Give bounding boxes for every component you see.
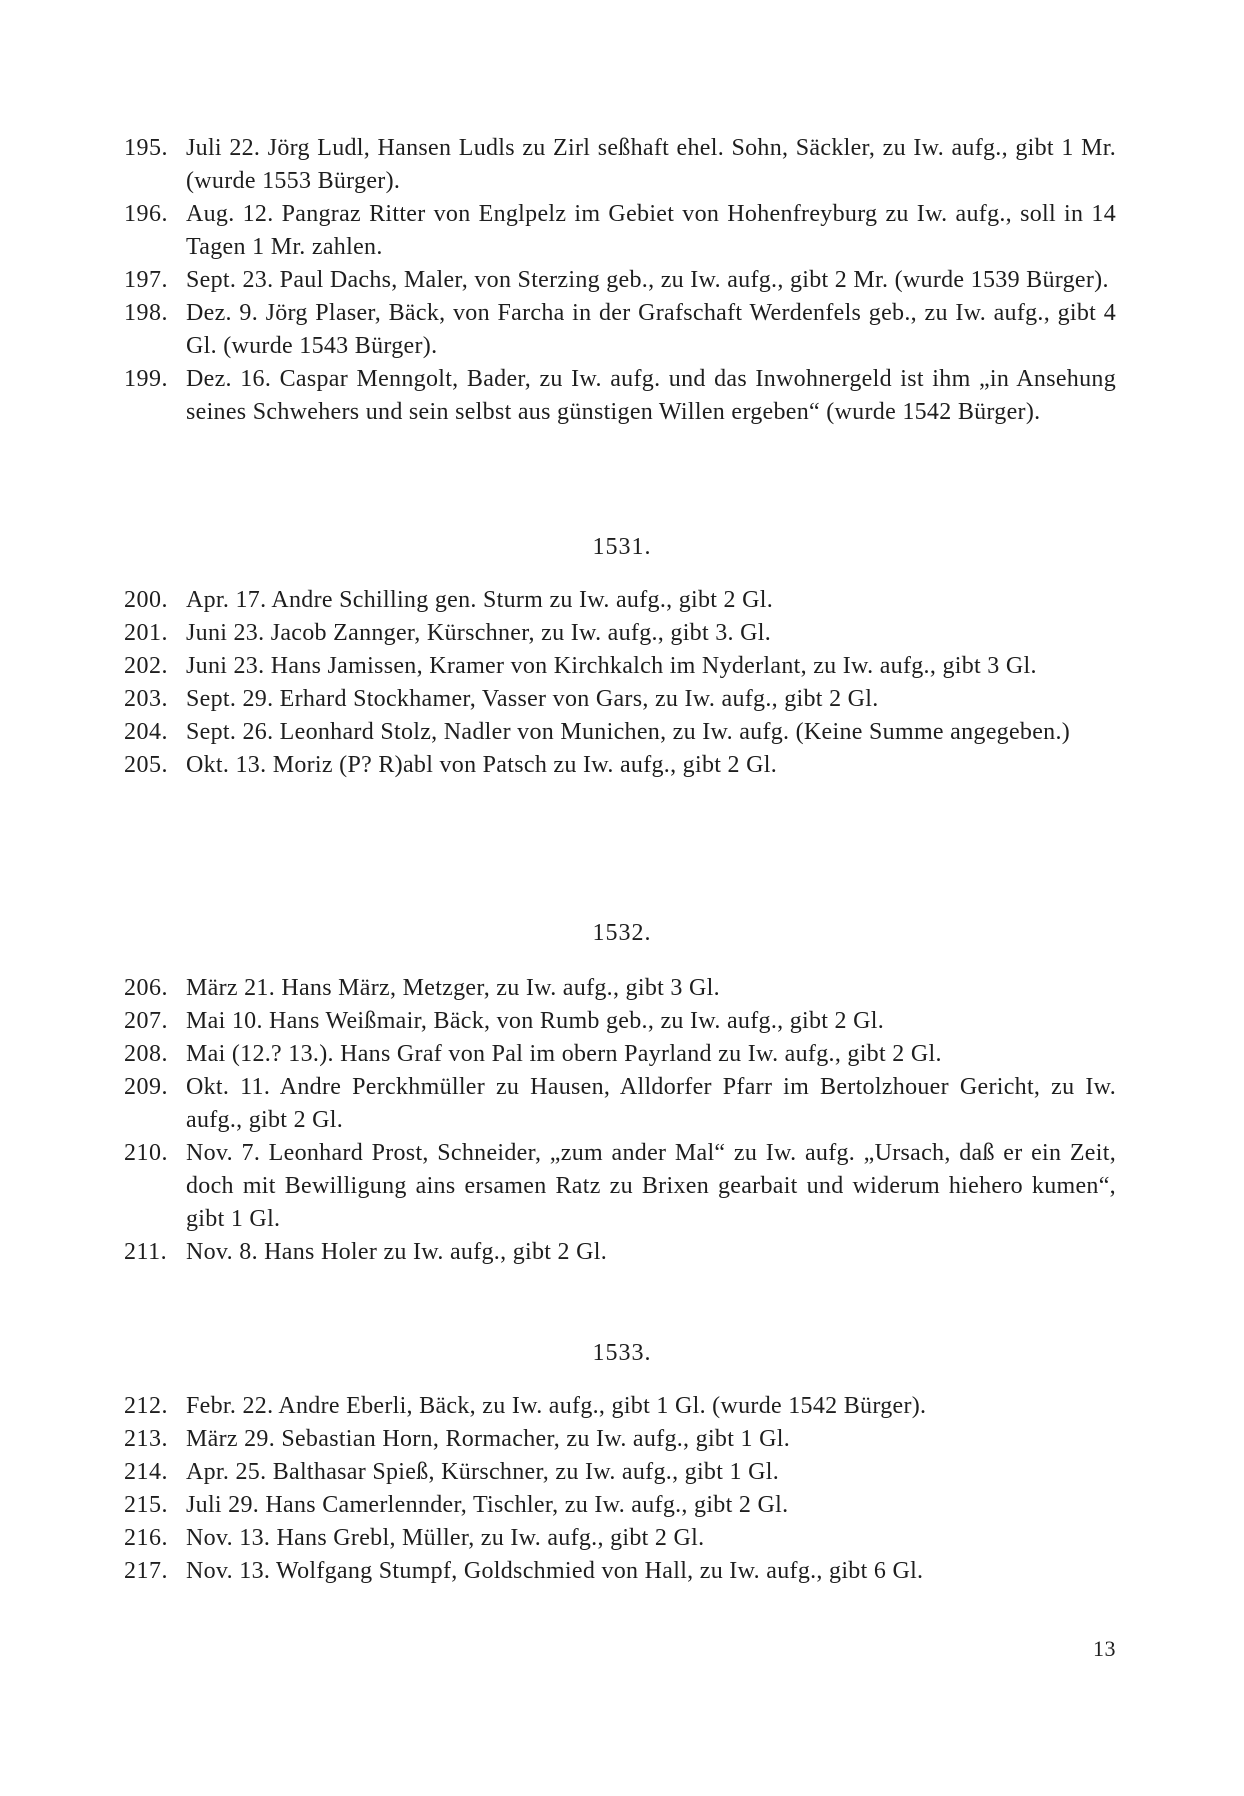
entry-number: 216. (124, 1525, 168, 1551)
entry-text: Dez. 9. Jörg Plaser, Bäck, von Farcha in der Grafschaft Werdenfels geb., zu Iw. aufg., gibt 4 Gl. (wurde 1543 Bürger). (186, 300, 1116, 359)
entry-number: 217. (124, 1558, 168, 1584)
entry-number: 199. (124, 366, 168, 392)
list-entry (124, 198, 1116, 264)
list-entry (124, 132, 1116, 198)
entry-list-1533 (124, 1390, 1116, 1588)
entry-number: 195. (124, 135, 168, 161)
list-entry (124, 584, 1116, 617)
entry-text: Mai 10. Hans Weißmair, Bäck, von Rumb geb., zu Iw. aufg., gibt 2 Gl. (186, 1008, 885, 1034)
entry-text: Okt. 13. Moriz (P? R)abl von Patsch zu Iw. aufg., gibt 2 Gl. (186, 752, 778, 778)
entry-number: 202. (124, 653, 168, 679)
entry-number: 196. (124, 201, 168, 227)
entry-number: 201. (124, 620, 168, 646)
entry-list-1532 (124, 972, 1116, 1269)
entry-text: Sept. 26. Leonhard Stolz, Nadler von Munichen, zu Iw. aufg. (Keine Summe angegeben.) (186, 719, 1071, 745)
entry-text: Dez. 16. Caspar Menngolt, Bader, zu Iw. aufg. und das Inwohnergeld ist ihm „in Ansehung seines Schwehers und sein selbst aus günstigen Willen ergeben“ (wurde 1542 Bürger). (186, 366, 1116, 425)
entry-number: 215. (124, 1492, 168, 1518)
page-number: 13 (1093, 1636, 1116, 1661)
list-entry (124, 264, 1116, 297)
entry-text: Mai (12.? 13.). Hans Graf von Pal im obern Payrland zu Iw. aufg., gibt 2 Gl. (186, 1041, 942, 1067)
list-entry (124, 749, 1116, 782)
entry-text: Aug. 12. Pangraz Ritter von Englpelz im Gebiet von Hohenfreyburg zu Iw. aufg., soll in 14 Tagen 1 Mr. zahlen. (186, 201, 1116, 260)
entry-number: 207. (124, 1008, 168, 1034)
entry-list-1530 (124, 132, 1116, 429)
entry-text: Juli 22. Jörg Ludl, Hansen Ludls zu Zirl seßhaft ehel. Sohn, Säckler, zu Iw. aufg., gibt 1 Mr. (wurde 1553 Bürger). (186, 135, 1116, 194)
entry-number: 210. (124, 1140, 168, 1166)
list-entry (124, 1456, 1116, 1489)
entry-text: Apr. 17. Andre Schilling gen. Sturm zu Iw. aufg., gibt 2 Gl. (186, 587, 774, 613)
entry-text: Juni 23. Hans Jamissen, Kramer von Kirchkalch im Nyderlant, zu Iw. aufg., gibt 3 Gl. (186, 653, 1037, 679)
entry-number: 211. (124, 1239, 168, 1265)
entry-number: 200. (124, 587, 168, 613)
entry-text: Nov. 13. Hans Grebl, Müller, zu Iw. aufg., gibt 2 Gl. (186, 1525, 705, 1551)
entry-text: Nov. 13. Wolfgang Stumpf, Goldschmied von Hall, zu Iw. aufg., gibt 6 Gl. (186, 1558, 924, 1584)
year-heading-1531: 1531. (592, 534, 652, 560)
entry-text: Juni 23. Jacob Zannger, Kürschner, zu Iw. aufg., gibt 3. Gl. (186, 620, 772, 646)
entry-number: 197. (124, 267, 168, 293)
entry-number: 206. (124, 975, 168, 1001)
entry-number: 204. (124, 719, 168, 745)
list-entry (124, 1522, 1116, 1555)
list-entry (124, 1390, 1116, 1423)
entry-number: 209. (124, 1074, 168, 1100)
list-entry (124, 1423, 1116, 1456)
list-entry (124, 972, 1116, 1005)
list-entry (124, 1489, 1116, 1522)
list-entry (124, 1137, 1116, 1236)
entry-text: Sept. 23. Paul Dachs, Maler, von Sterzing geb., zu Iw. aufg., gibt 2 Mr. (wurde 1539 Bürger). (186, 267, 1109, 293)
list-entry (124, 683, 1116, 716)
entry-text: Nov. 7. Leonhard Prost, Schneider, „zum ander Mal“ zu Iw. aufg. „Ursach, daß er ein Zeit, doch mit Bewilligung ains ersamen Ratz zu Brixen gearbait und widerum hiehero kumen“, gibt 1 Gl. (186, 1140, 1116, 1232)
entry-list-1531 (124, 584, 1116, 782)
entry-text: März 21. Hans März, Metzger, zu Iw. aufg., gibt 3 Gl. (186, 975, 720, 1001)
list-entry (124, 1071, 1116, 1137)
list-entry (124, 1038, 1116, 1071)
entry-text: Nov. 8. Hans Holer zu Iw. aufg., gibt 2 Gl. (186, 1239, 608, 1265)
entry-text: Juli 29. Hans Camerlennder, Tischler, zu Iw. aufg., gibt 2 Gl. (186, 1492, 789, 1518)
entry-number: 208. (124, 1041, 168, 1067)
entry-number: 214. (124, 1459, 168, 1485)
year-heading-1533: 1533. (592, 1340, 652, 1366)
entry-number: 203. (124, 686, 168, 712)
list-entry (124, 716, 1116, 749)
entry-number: 213. (124, 1426, 168, 1452)
entry-number: 212. (124, 1393, 168, 1419)
list-entry (124, 617, 1116, 650)
entry-text: Apr. 25. Balthasar Spieß, Kürschner, zu Iw. aufg., gibt 1 Gl. (186, 1459, 779, 1485)
entry-number: 205. (124, 752, 168, 778)
list-entry (124, 297, 1116, 363)
list-entry (124, 1005, 1116, 1038)
list-entry (124, 363, 1116, 429)
list-entry (124, 1236, 1116, 1269)
list-entry (124, 1555, 1116, 1588)
entry-text: Sept. 29. Erhard Stockhamer, Vasser von Gars, zu Iw. aufg., gibt 2 Gl. (186, 686, 879, 712)
entry-number: 198. (124, 300, 168, 326)
entry-text: Okt. 11. Andre Perckhmüller zu Hausen, Alldorfer Pfarr im Bertolzhouer Gericht, zu Iw. aufg., gibt 2 Gl. (186, 1074, 1116, 1133)
entry-text: März 29. Sebastian Horn, Rormacher, zu Iw. aufg., gibt 1 Gl. (186, 1426, 790, 1452)
entry-text: Febr. 22. Andre Eberli, Bäck, zu Iw. aufg., gibt 1 Gl. (wurde 1542 Bürger). (186, 1393, 927, 1419)
list-entry (124, 650, 1116, 683)
year-heading-1532: 1532. (592, 920, 652, 946)
